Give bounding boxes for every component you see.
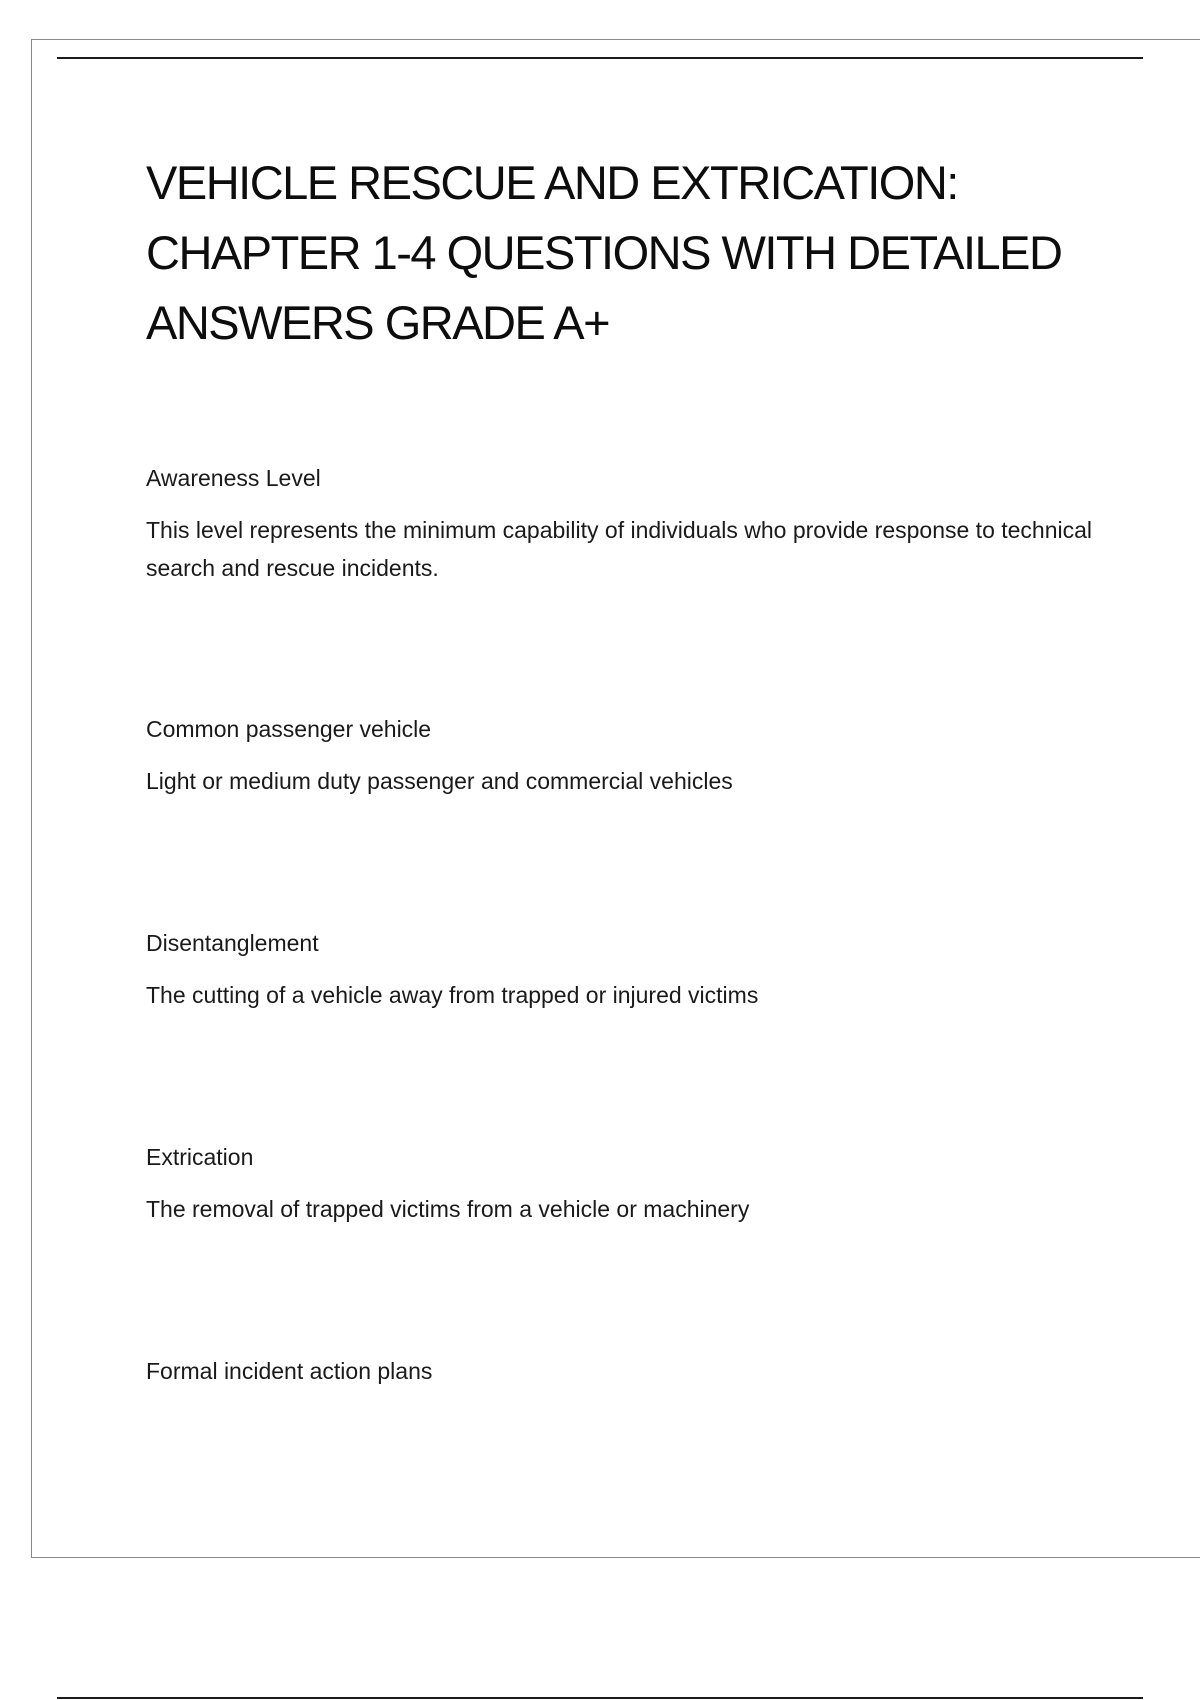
entry-definition: The removal of trapped victims from a vehicle or machinery <box>146 1196 750 1222</box>
bottom-rule <box>57 1697 1143 1699</box>
title-line-1: VEHICLE RESCUE AND EXTRICATION: <box>146 156 958 209</box>
entry-extrication <box>146 1141 1106 1228</box>
entry-definition: This level represents the minimum capability of individuals who provide response to technical search and rescue incidents. <box>146 517 1093 581</box>
entry-term: Extrication <box>146 1144 254 1170</box>
title-line-2: CHAPTER 1-4 QUESTIONS WITH DETAILED <box>146 226 1062 279</box>
document-title <box>146 148 1106 358</box>
entry-awareness-level <box>146 462 1106 587</box>
entry-common-passenger-vehicle <box>146 713 1106 800</box>
entry-term: Common passenger vehicle <box>146 716 432 742</box>
entry-term: Disentanglement <box>146 930 319 956</box>
top-rule <box>57 57 1143 59</box>
entry-definition: Light or medium duty passenger and commercial vehicles <box>146 768 733 794</box>
entry-disentanglement <box>146 927 1106 1014</box>
entry-definition: The cutting of a vehicle away from trapped or injured victims <box>146 982 759 1008</box>
entry-term: Awareness Level <box>146 465 321 491</box>
title-line-3: ANSWERS GRADE A+ <box>146 296 610 349</box>
entry-formal-incident-action-plans <box>146 1355 1106 1387</box>
entry-term: Formal incident action plans <box>146 1358 433 1384</box>
